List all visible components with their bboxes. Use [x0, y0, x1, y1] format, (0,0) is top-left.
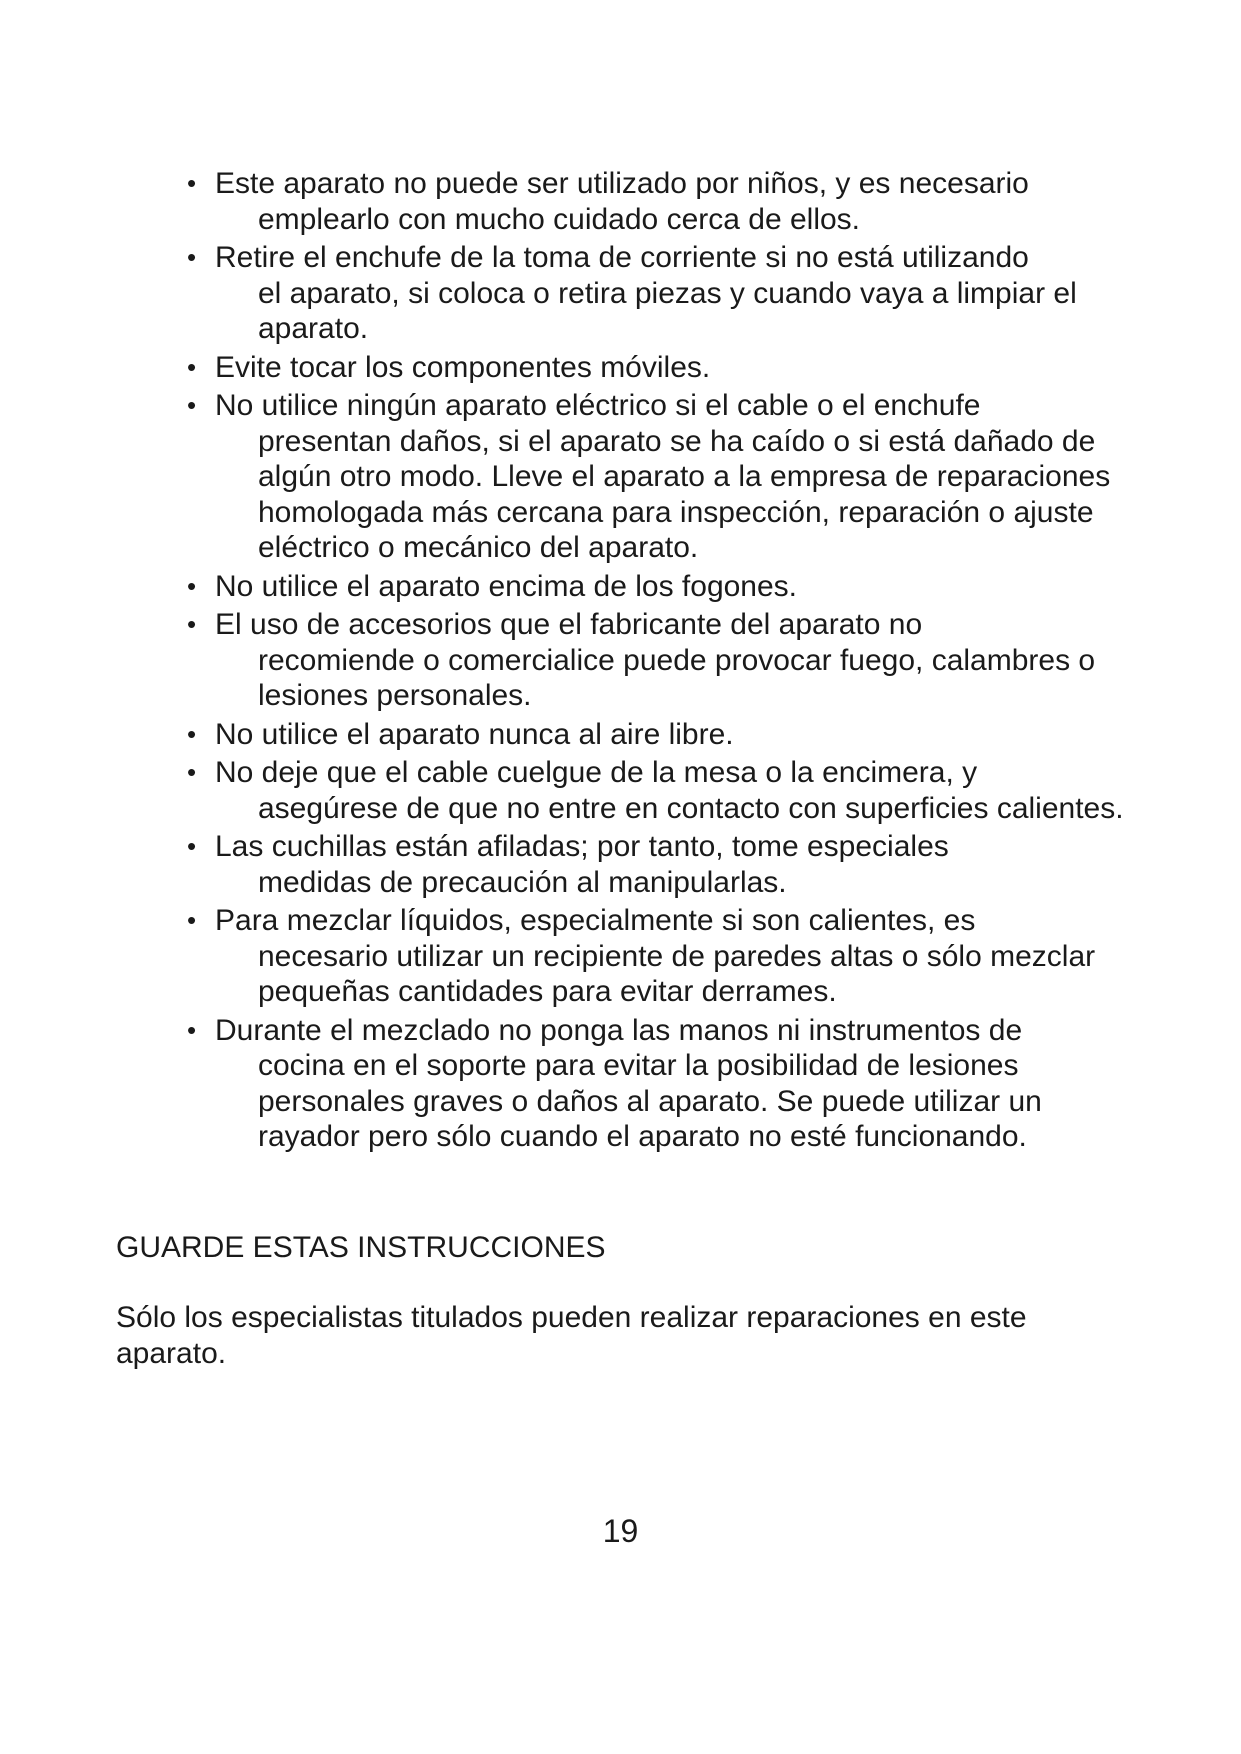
bullet-icon: •: [187, 831, 197, 861]
safety-instructions-list: [183, 166, 1143, 1158]
list-item: [183, 1013, 1143, 1155]
list-item-continuation: necesario utilizar un recipiente de paredes altas o sólo mezclar pequeñas cantidades para evitar derrames.: [258, 939, 1096, 1008]
list-item: [183, 350, 1143, 386]
list-item: [183, 388, 1143, 566]
list-item-first-line: No utilice el aparato encima de los fogones.: [215, 569, 798, 603]
list-item-first-line: Durante el mezclado no ponga las manos ni instrumentos de: [215, 1013, 1023, 1047]
bullet-icon: •: [187, 609, 197, 639]
list-item: [183, 717, 1143, 753]
bullet-icon: •: [187, 757, 197, 787]
repair-note: Sólo los especialistas titulados pueden realizar reparaciones en este aparato.: [116, 1301, 1027, 1370]
bullet-icon: •: [187, 168, 197, 198]
list-item: [183, 240, 1143, 347]
list-item: [183, 607, 1143, 714]
list-item-continuation: emplearlo con mucho cuidado cerca de ellos.: [258, 202, 861, 236]
list-item-continuation: cocina en el soporte para evitar la posibilidad de lesiones personales graves o daños al aparato. Se puede utilizar un rayador pero sólo cuando el aparato no esté funcionando.: [258, 1049, 1042, 1153]
page-number: 19: [602, 1513, 639, 1549]
list-item-continuation: presentan daños, si el aparato se ha caído o si está dañado de algún otro modo. Lleve el aparato a la empresa de reparaciones homologada más cercana para inspección, reparación o ajuste eléctrico o mecánico del aparato.: [258, 424, 1111, 564]
list-item-continuation: recomiende o comercialice puede provocar fuego, calambres o lesiones personales.: [258, 643, 1096, 712]
bullet-icon: •: [187, 570, 197, 601]
list-item-continuation: medidas de precaución al manipularlas.: [258, 865, 787, 899]
bullet-icon: •: [187, 718, 197, 749]
list-item-first-line: Las cuchillas están afiladas; por tanto, tome especiales: [215, 830, 949, 863]
list-item-first-line: No utilice ningún aparato eléctrico si el cable o el enchufe: [215, 389, 981, 422]
list-item: [183, 829, 1143, 900]
bullet-icon: •: [187, 351, 197, 382]
list-item-first-line: Evite tocar los componentes móviles.: [215, 350, 711, 384]
bullet-icon: •: [187, 905, 197, 935]
save-instructions-heading: GUARDE ESTAS INSTRUCCIONES: [116, 1231, 606, 1264]
list-item-first-line: El uso de accesorios que el fabricante del aparato no: [215, 608, 923, 641]
list-item-continuation: el aparato, si coloca o retira piezas y cuando vaya a limpiar el aparato.: [258, 276, 1077, 345]
list-item-first-line: No deje que el cable cuelgue de la mesa o la encimera, y: [215, 756, 978, 789]
bullet-icon: •: [187, 1014, 197, 1045]
list-item: [183, 569, 1143, 605]
list-item: [183, 903, 1143, 1010]
list-item-first-line: Para mezclar líquidos, especialmente si son calientes, es: [215, 904, 976, 937]
list-item: [183, 755, 1143, 826]
bullet-icon: •: [187, 390, 197, 420]
list-item-first-line: No utilice el aparato nunca al aire libre.: [215, 717, 734, 751]
list-item-continuation: asegúrese de que no entre en contacto con superficies calientes.: [258, 791, 1124, 825]
bullet-icon: •: [187, 242, 197, 272]
list-item: [183, 166, 1143, 237]
list-item-first-line: Retire el enchufe de la toma de corriente si no está utilizando: [215, 241, 1029, 274]
list-item-first-line: Este aparato no puede ser utilizado por niños, y es necesario: [215, 167, 1029, 200]
